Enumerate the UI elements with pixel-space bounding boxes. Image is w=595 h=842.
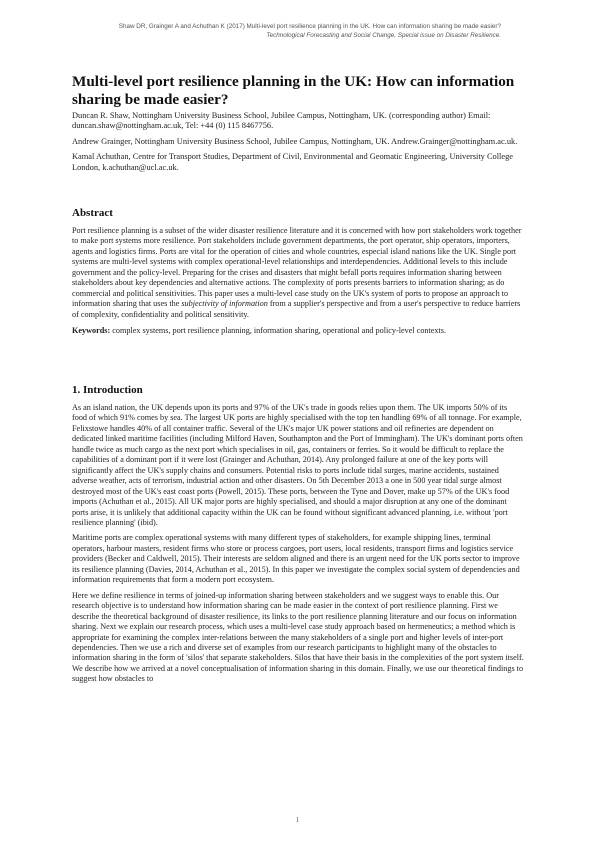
abstract-section <box>72 206 524 342</box>
body-paragraph: Here we define resilience in terms of joined-up information sharing between stakeholders and we suggest ways to enable this. Our research objective is to understand how information sharing can be made easier in the context of port resilience planning. First we describe the theoretical background of disaster resilience, its links to the port resilience planning literature and our focus on information sharing. Next we explain our research process, which uses a multi-level case study approach based on hermeneutics; a method which is appropriate for examining the complex inter-relations between the many stakeholders of a single port and higher levels of inter-port dependencies. Then we use a rich and diverse set of examples from our research participants to highlight many of the obstacles to information sharing in the form of 'silos' that separate stakeholders. Silos that have their basis in the complexities of the port system itself. We describe how we arrived at a novel conceptualisation of information sharing in this domain. Finally, we use our theoretical findings to suggest how obstacles to <box>72 590 524 684</box>
page-number: 1 <box>295 816 300 824</box>
abstract-text <box>72 226 524 320</box>
body-paragraph: Maritime ports are complex operational systems with many different types of stakeholders, for example shipping lines, terminal operators, harbour masters, resident firms who store or process cargoes, port users, local residents, transport firms and logistics service providers (Becker and Caldwell, 2015). Their interests are seldom aligned and there is an urgent need for the UK ports sector to improve its resilience planning (Davies, 2014, Achuthan et al., 2015). In this paper we investigate the complex social system of dependencies and information requirements that form a modern port ecosystem. <box>72 533 520 585</box>
keywords-label: Keywords: <box>72 326 111 336</box>
keywords-line <box>72 326 524 336</box>
author-block <box>72 111 522 178</box>
abstract-text-part: from a supplier's perspective and from a user's perspective to reduce barriers of complexity, confidentiality and political sensitivity. <box>72 299 521 319</box>
abstract-italic-term: subjectivity of information <box>181 299 268 309</box>
body-paragraph: As an island nation, the UK depends upon its ports and 97% of the UK's trade in goods relies upon them. The UK imports 50% of its food of which 91% comes by sea. The largest UK ports are highly specialised with the top ten handling 69% of all tonnage. For example, Felixstowe handles 40% of all container traffic. Several of the UK's major UK power stations and oil refineries are dependent on dedicated linked maritime facilities (including Milford Haven, Southampton and the Port of Immingham). The UK's dominant ports often handle twice as much cargo as the next port which specialises in oil, gas, containers or ferries. So it would be difficult to replace the capabilities of a dominant port if it were lost (Grainger and Achuthan, 2014). Any prolonged failure at one of the key ports will significantly affect the UK's supply chains and consumers. Potential risks to ports include tidal surges, marine accidents, sustained adverse weather, acts of terrorism, industrial action and other disasters. On 5th December 2013 a one in 500 year tidal surge almost destroyed most of the UK's east coast ports (Powell, 2015). These ports, between the Tyne and Dover, make up 57% of the UK's food imports (Achuthan et al., 2015). All UK major ports are highly specialised, and should a major disruption at any one of the dominant ports arise, it is unlikely that additional capacity within the UK can be found without significant advanced planning, i.e. without 'port resilience planning' (ibid). <box>72 403 523 527</box>
author-affiliation: Duncan R. Shaw, Nottingham University Business School, Jubilee Campus, Nottingham, UK. (corresponding author) Email: duncan.shaw@nottingham.ac.uk, Tel: +44 (0) 115 8467756. <box>72 111 491 131</box>
header-journal: Technological Forecasting and Social Change, Special issue on Disaster Resilience. <box>266 31 501 39</box>
introduction-section <box>72 383 524 690</box>
author-affiliation: Andrew Grainger, Nottingham University Business School, Jubilee Campus, Nottingham, UK. Andrew.Grainger@nottingham.ac.uk. <box>72 136 518 146</box>
author-affiliation: Kamal Achuthan, Centre for Transport Studies, Department of Civil, Environmental and Geomatic Engineering, University College London, k.achuthan@ucl.ac.uk. <box>72 152 513 172</box>
running-header <box>61 23 501 40</box>
abstract-heading: Abstract <box>72 207 113 219</box>
header-citation: Shaw DR, Grainger A and Achuthan K (2017) Multi-level port resilience planning in the UK. How can information sharing be made easier? <box>118 23 501 30</box>
introduction-heading: 1. Introduction <box>72 384 143 396</box>
keywords-text: complex systems, port resilience planning, information sharing, operational and policy-level contexts. <box>110 326 447 336</box>
paper-title: Multi-level port resilience planning in the UK: How can information sharing be made easier? <box>72 73 515 108</box>
abstract-text-part: Port resilience planning is a subset of the wider disaster resilience literature and it is concerned with how port stakeholders work together to make port systems more resilience. Port stakeholders include government departments, the port operator, ship operators, importers, agents and logistics firms. Ports are vital for the operation of cities and whole countries, especial island nations like the UK. Single port systems are multi-level systems with complex operational-level relationships and interdependencies. Additional levels to this include government and the policy-level. Preparing for the crises and disasters that might befall ports requires information sharing between stakeholders about key dependencies and alternative actions. The complexity of ports presents barriers to information sharing; as do commercial and political sensitivities. This paper uses a multi-level case study on the UK's system of ports to propose an approach to information sharing that uses the <box>72 226 522 309</box>
